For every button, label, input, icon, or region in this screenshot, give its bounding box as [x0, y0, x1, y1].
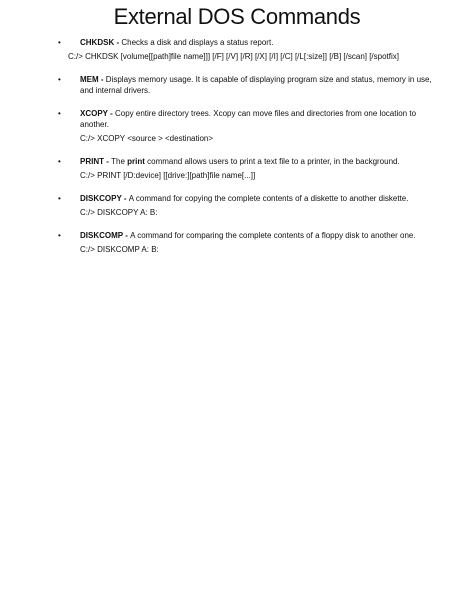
list-item-xcopy: [58, 108, 442, 144]
command-description: Displays memory usage. It is capable of displaying program size and status, memory in use, and internal drivers.: [80, 75, 432, 95]
list-item-diskcomp: [58, 230, 442, 255]
command-syntax: C:/> XCOPY <source > <destination>: [80, 134, 214, 143]
command-syntax: C:/> CHKDSK [volume[[path]file name]]] [/F] [/V] [/R] [/X] [/I] [/C] [/L[:size]] [/B] [/scan] [/spotfix]: [68, 52, 399, 61]
command-name: CHKDSK: [80, 38, 115, 47]
command-separator: -: [122, 231, 131, 240]
command-description: A command for copying the complete contents of a diskette to another diskette.: [128, 194, 409, 203]
command-syntax: C:/> DISKCOPY A: B:: [80, 208, 158, 217]
command-syntax: C:/> PRINT [/D:device] [[drive:][path]file name[...]]: [80, 171, 256, 180]
bullet-icon: •: [58, 157, 61, 166]
command-separator: -: [121, 194, 129, 203]
item-description: [80, 193, 442, 204]
bullet-icon: •: [58, 38, 61, 47]
command-name: PRINT: [80, 157, 104, 166]
item-description: [80, 108, 442, 130]
item-description: [80, 37, 442, 48]
command-separator: -: [114, 38, 122, 47]
command-name: DISKCOPY: [80, 194, 122, 203]
command-description-pre: The: [111, 157, 128, 166]
list-item-diskcopy: [58, 193, 442, 218]
command-description-post: command allows users to print a text file to a printer, in the background.: [144, 157, 400, 166]
command-separator: -: [98, 75, 106, 84]
item-description: [80, 230, 442, 241]
command-description: A command for comparing the complete contents of a floppy disk to another one.: [130, 231, 416, 240]
page-title: External DOS Commands: [113, 4, 361, 29]
command-separator: -: [107, 109, 115, 118]
list-item-print: [58, 156, 442, 181]
item-description: [80, 156, 442, 167]
command-syntax: C:/> DISKCOMP A: B:: [80, 245, 159, 254]
command-name: XCOPY: [80, 109, 108, 118]
bullet-icon: •: [58, 109, 61, 118]
item-description: [80, 74, 442, 96]
list-item-chkdsk: [58, 37, 442, 62]
command-description-bold: print: [127, 157, 145, 166]
command-name: DISKCOMP: [80, 231, 123, 240]
bullet-icon: •: [58, 75, 61, 84]
command-name: MEM: [80, 75, 99, 84]
command-description: Checks a disk and displays a status report.: [121, 38, 274, 47]
list-item-mem: [58, 74, 442, 96]
command-description: Copy entire directory trees. Xcopy can move files and directories from one location to another.: [80, 109, 417, 129]
command-list: [58, 37, 442, 267]
bullet-icon: •: [58, 231, 61, 240]
bullet-icon: •: [58, 194, 61, 203]
command-separator: -: [104, 157, 112, 166]
